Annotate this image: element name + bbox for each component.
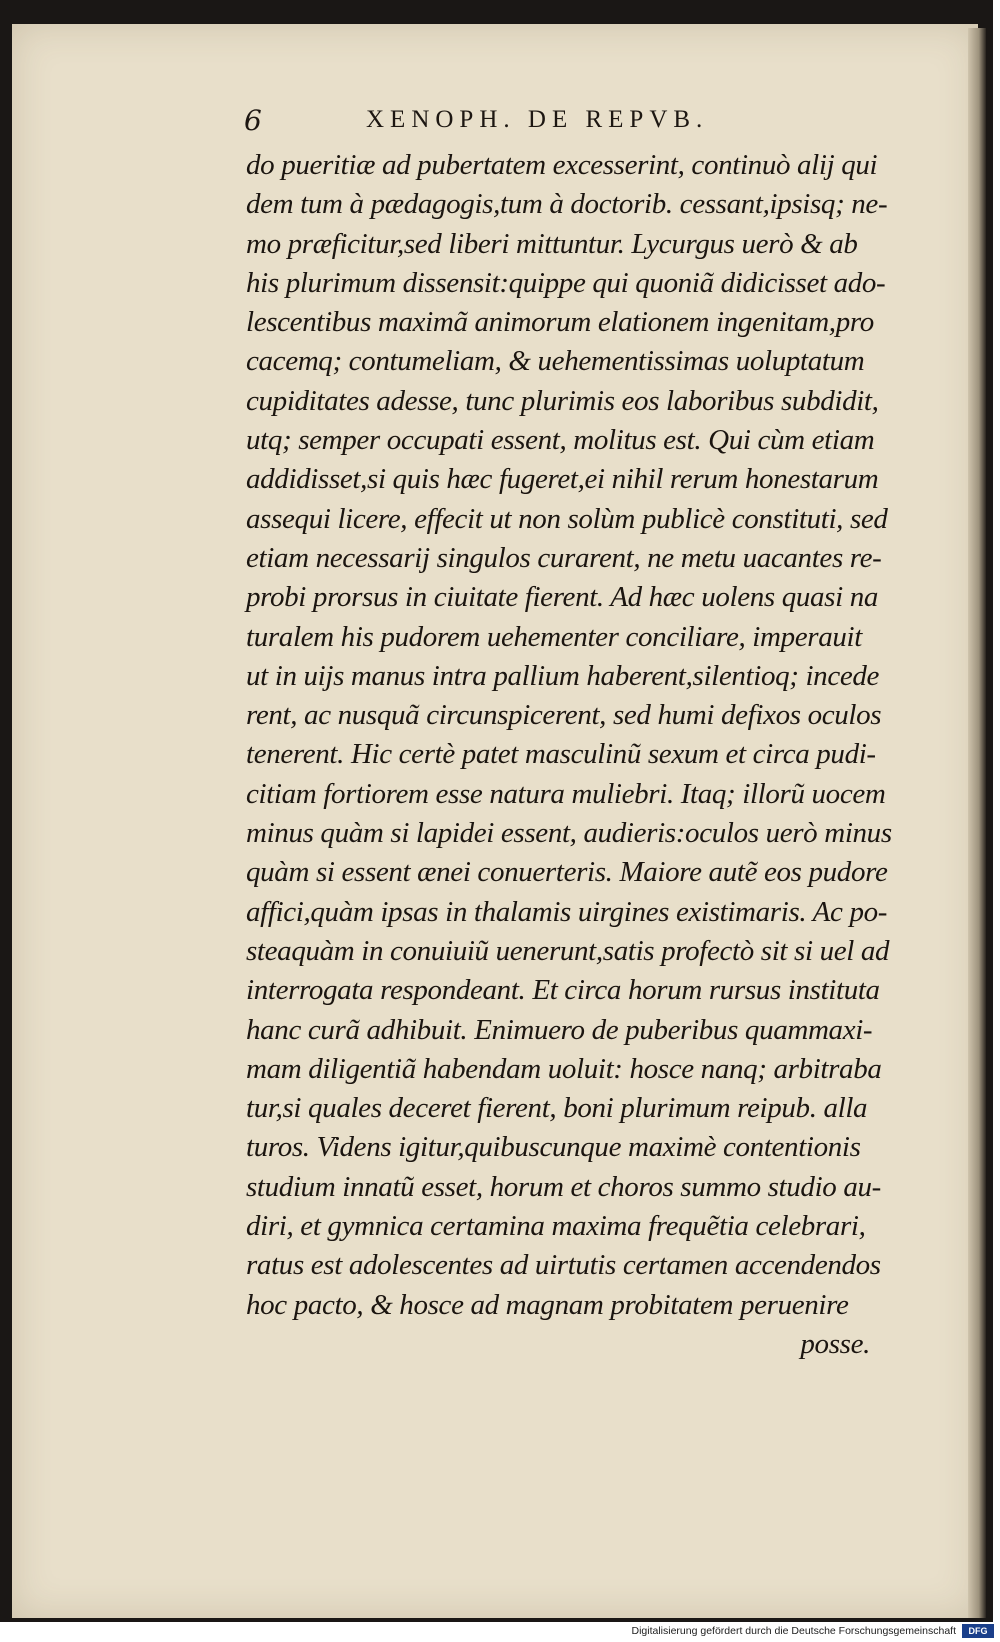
- footer: [0, 1622, 1000, 1642]
- text-line: ut in uijs manus intra pallium haberent,silentioq; incede: [246, 659, 880, 692]
- text-line: dem tum à pædagogis,tum à doctorib. cessant,ipsisq; ne-: [246, 188, 888, 221]
- text-line: diri, et gymnica certamina maxima frequẽtia celebrari,: [246, 1210, 866, 1243]
- text-line: his plurimum dissensit:quippe qui quoniã didicisset ado-: [246, 266, 886, 299]
- text-line: hanc curã adhibuit. Enimuero de puberibus quammaxi-: [246, 1013, 873, 1046]
- funding-credit: Digitalisierung gefördert durch die Deutsche Forschungsgemeinschaft: [631, 1625, 956, 1637]
- page-edge: [968, 28, 986, 1618]
- text-line: cacemq; contumeliam, & uehementissimas uoluptatum: [246, 345, 865, 378]
- text-line: mam diligentiã habendam uoluit: hosce nanq; arbitraba: [246, 1052, 882, 1085]
- text-line: probi prorsus in ciuitate fierent. Ad hæc uolens quasi na: [246, 581, 878, 614]
- text-line: steaquàm in conuiuiũ uenerunt,satis profectò sit si uel ad: [246, 934, 890, 967]
- running-head-title: XENOPH. DE REPVB.: [366, 106, 709, 133]
- text-line: minus quàm si lapidei essent, audieris:oculos uerò minus: [246, 817, 892, 850]
- catchword-line: posse.: [800, 1327, 870, 1360]
- text-line: affici,quàm ipsas in thalamis uirgines existimaris. Ac po-: [246, 895, 888, 928]
- text-line: citiam fortiorem esse natura muliebri. Itaq; illorũ uocem: [246, 777, 886, 810]
- text-line: studium innatũ esset, horum et choros summo studio au-: [246, 1170, 881, 1203]
- text-line: mo præficitur,sed liberi mittuntur. Lycurgus uerò & ab: [246, 227, 858, 260]
- text-line: cupiditates adesse, tunc plurimis eos laboribus subdidit,: [246, 384, 879, 417]
- text-line: hoc pacto, & hosce ad magnam probitatem peruenire: [246, 1288, 849, 1321]
- text-line: turos. Videns igitur,quibuscunque maximè contentionis: [246, 1131, 861, 1164]
- page-number: 6: [244, 104, 262, 137]
- text-line: turalem his pudorem uehementer conciliare, imperauit: [246, 620, 862, 653]
- text-line: tenerent. Hic certè patet masculinũ sexum et circa pudi-: [246, 738, 876, 771]
- text-line: interrogata respondeant. Et circa horum rursus instituta: [246, 974, 880, 1007]
- body-text: [246, 146, 906, 1364]
- text-line: addidisset,si quis hæc fugeret,ei nihil rerum honestarum: [246, 463, 879, 496]
- text-line: lescentibus maximã animorum elationem ingenitam,pro: [246, 306, 874, 339]
- running-head: [244, 104, 764, 140]
- text-line: rent, ac nusquã circunspicerent, sed humi defixos oculos: [246, 699, 882, 732]
- text-line: assequi licere, effecit ut non solùm publicè constituti, sed: [246, 502, 888, 535]
- text-line: etiam necessarij singulos curarent, ne metu uacantes re-: [246, 541, 882, 574]
- text-line: do pueritiæ ad pubertatem excesserint, continuò alij qui: [246, 149, 878, 181]
- text-line: quàm si essent ænei conuerteris. Maiore autẽ eos pudore: [246, 856, 888, 889]
- dfg-logo: DFG: [962, 1624, 994, 1638]
- text-line: ratus est adolescentes ad uirtutis certamen accendendos: [246, 1249, 881, 1282]
- text-line: tur,si quales deceret fierent, boni plurimum reipub. alla: [246, 1092, 868, 1125]
- text-line: utq; semper occupati essent, molitus est. Qui cùm etiam: [246, 424, 875, 457]
